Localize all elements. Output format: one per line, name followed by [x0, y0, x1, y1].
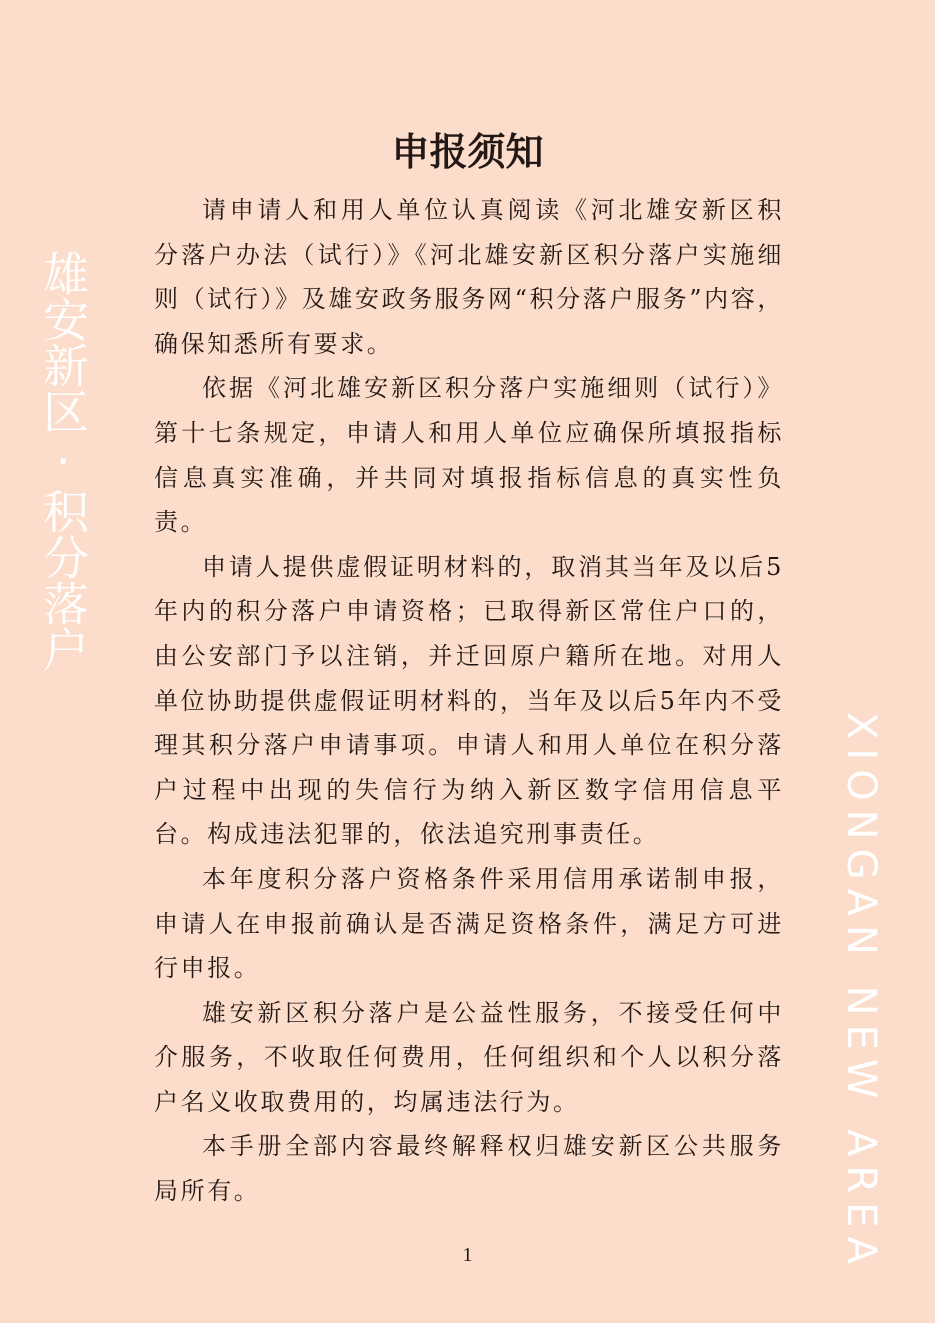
page-number: 1 [462, 1244, 473, 1266]
side-title-right: XIONGAN NEW AREA [838, 712, 884, 1273]
notice-paragraph-2: 依据《河北雄安新区积分落户实施细则（试行）》第十七条规定，申请人和用人单位应确保所填报指标信息真实准确，并共同对填报指标信息的真实性负责。 [154, 374, 784, 537]
notice-paragraph-5: 雄安新区积分落户是公益性服务，不接受任何中介服务，不收取任何费用，任何组织和个人以积分落户名义收取费用的，均属违法行为。 [154, 998, 784, 1116]
notice-paragraph-1: 请申请人和用人单位认真阅读《河北雄安新区积分落户办法（试行）》《河北雄安新区积分落户实施细则（试行）》及雄安政务服务网“积分落户服务”内容，确保知悉所有要求。 [154, 196, 784, 358]
notice-paragraph-6: 本手册全部内容最终解释权归雄安新区公共服务局所有。 [154, 1132, 784, 1206]
notice-paragraph-3: 申请人提供虚假证明材料的，取消其当年及以后5年内的积分落户申请资格；已取得新区常住户口的，由公安部门予以注销，并迁回原户籍所在地。对用人单位协助提供虚假证明材料的，当年及以后5年内不受理其积分落户申请事项。申请人和用人单位在积分落户过程中出现的失信行为纳入新区数字信用信息平台。构成违法犯罪的，依法追究刑事责任。 [154, 552, 784, 849]
notice-paragraph-4: 本年度积分落户资格条件采用信用承诺制申报，申请人在申报前确认是否满足资格条件，满足方可进行申报。 [154, 864, 784, 983]
page-title: 申报须知 [391, 130, 544, 174]
side-title-left: 雄安新区·积分落户 [36, 250, 90, 672]
notice-body [154, 188, 784, 1214]
